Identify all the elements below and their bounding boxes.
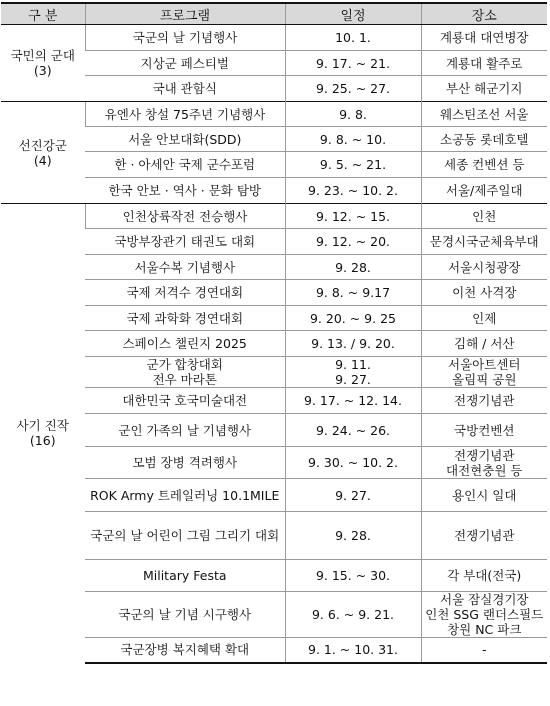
schedule-cell: 9. 12. ~ 15. (285, 204, 421, 229)
program-cell: 인천상륙작전 전승행사 (85, 204, 285, 229)
program-cell: 한국 안보 · 역사 · 문화 탐방 (85, 178, 285, 204)
schedule-cell: 9. 30. ~ 10. 2. (285, 447, 421, 479)
venue-cell: 인제 (421, 306, 547, 331)
venue-cell: 서울아트센터 올림픽 공원 (421, 357, 547, 388)
program-cell: Military Festa (85, 560, 285, 592)
schedule-cell: 9. 23. ~ 10. 2. (285, 178, 421, 204)
header-program: 프로그램 (85, 3, 285, 25)
schedule-cell: 9. 12. ~ 20. (285, 229, 421, 255)
program-cell: 스페이스 챌린지 2025 (85, 331, 285, 357)
program-cell: 한 · 아세안 국제 군수포럼 (85, 152, 285, 178)
venue-cell: 이천 사격장 (421, 280, 547, 306)
venue-cell: 세종 컨벤션 등 (421, 152, 547, 178)
venue-cell: - (421, 638, 547, 663)
schedule-cell: 9. 17. ~ 12. 14. (285, 388, 421, 414)
schedule-cell: 9. 25. ~ 27. (285, 76, 421, 102)
venue-cell: 국방컨벤션 (421, 414, 547, 447)
venue-cell: 소공동 롯데호텔 (421, 127, 547, 152)
program-cell: 국방부장관기 태권도 대회 (85, 229, 285, 255)
program-cell: 국군장병 복지혜택 확대 (85, 638, 285, 663)
venue-cell: 문경시국군체육부대 (421, 229, 547, 255)
venue-cell: 김해 / 서산 (421, 331, 547, 357)
venue-cell: 각 부대(전국) (421, 560, 547, 592)
category-cell: 국민의 군대 (3) (1, 25, 85, 102)
venue-cell: 웨스틴조선 서울 (421, 102, 547, 127)
table-body (1, 25, 547, 663)
venue-cell: 부산 해군기지 (421, 76, 547, 102)
schedule-cell: 9. 24. ~ 26. (285, 414, 421, 447)
venue-cell: 서울 잠실경기장 인천 SSG 랜더스필드 창원 NC 파크 (421, 592, 547, 638)
schedule-cell: 9. 15. ~ 30. (285, 560, 421, 592)
program-cell: 군가 합창대회 전우 마라톤 (85, 357, 285, 388)
venue-cell: 전쟁기념관 (421, 512, 547, 560)
schedule-table (1, 2, 547, 664)
schedule-cell: 9. 5. ~ 21. (285, 152, 421, 178)
schedule-cell: 9. 17. ~ 21. (285, 51, 421, 76)
program-cell: 대한민국 호국미술대전 (85, 388, 285, 414)
program-cell: ROK Army 트레일러닝 10.1MILE (85, 479, 285, 512)
schedule-cell: 9. 27. (285, 479, 421, 512)
venue-cell: 서울/제주일대 (421, 178, 547, 204)
table-row (1, 25, 547, 51)
schedule-cell: 10. 1. (285, 25, 421, 51)
schedule-cell: 9. 28. (285, 255, 421, 280)
program-cell: 국군의 날 어린이 그림 그리기 대회 (85, 512, 285, 560)
schedule-cell: 9. 8. ~ 9.17 (285, 280, 421, 306)
header-schedule: 일정 (285, 3, 421, 25)
venue-cell: 용인시 일대 (421, 479, 547, 512)
schedule-cell: 9. 20. ~ 9. 25 (285, 306, 421, 331)
venue-cell: 전쟁기념관 대전현충원 등 (421, 447, 547, 479)
venue-cell: 전쟁기념관 (421, 388, 547, 414)
program-cell: 군인 가족의 날 기념행사 (85, 414, 285, 447)
program-cell: 지상군 페스티벌 (85, 51, 285, 76)
schedule-cell: 9. 11. 9. 27. (285, 357, 421, 388)
program-cell: 국제 저격수 경연대회 (85, 280, 285, 306)
table-row (1, 102, 547, 127)
program-cell: 유엔사 창설 75주년 기념행사 (85, 102, 285, 127)
program-cell: 국군의 날 기념행사 (85, 25, 285, 51)
header-category: 구 분 (1, 3, 85, 25)
category-cell: 선진강군 (4) (1, 102, 85, 204)
venue-cell: 계룡대 대연병장 (421, 25, 547, 51)
venue-cell: 인천 (421, 204, 547, 229)
table-row (1, 204, 547, 229)
program-cell: 모범 장병 격려행사 (85, 447, 285, 479)
schedule-cell: 9. 8. (285, 102, 421, 127)
program-cell: 국제 과학화 경연대회 (85, 306, 285, 331)
schedule-cell: 9. 28. (285, 512, 421, 560)
program-cell: 국내 관함식 (85, 76, 285, 102)
schedule-cell: 9. 1. ~ 10. 31. (285, 638, 421, 663)
header-venue: 장소 (421, 3, 547, 25)
schedule-cell: 9. 13. / 9. 20. (285, 331, 421, 357)
program-cell: 서울수복 기념행사 (85, 255, 285, 280)
schedule-cell: 9. 8. ~ 10. (285, 127, 421, 152)
venue-cell: 계룡대 활주로 (421, 51, 547, 76)
venue-cell: 서울시청광장 (421, 255, 547, 280)
program-cell: 국군의 날 기념 시구행사 (85, 592, 285, 638)
schedule-cell: 9. 6. ~ 9. 21. (285, 592, 421, 638)
program-cell: 서울 안보대화(SDD) (85, 127, 285, 152)
header-row (1, 3, 547, 25)
category-cell: 사기 진작 (16) (1, 204, 85, 663)
